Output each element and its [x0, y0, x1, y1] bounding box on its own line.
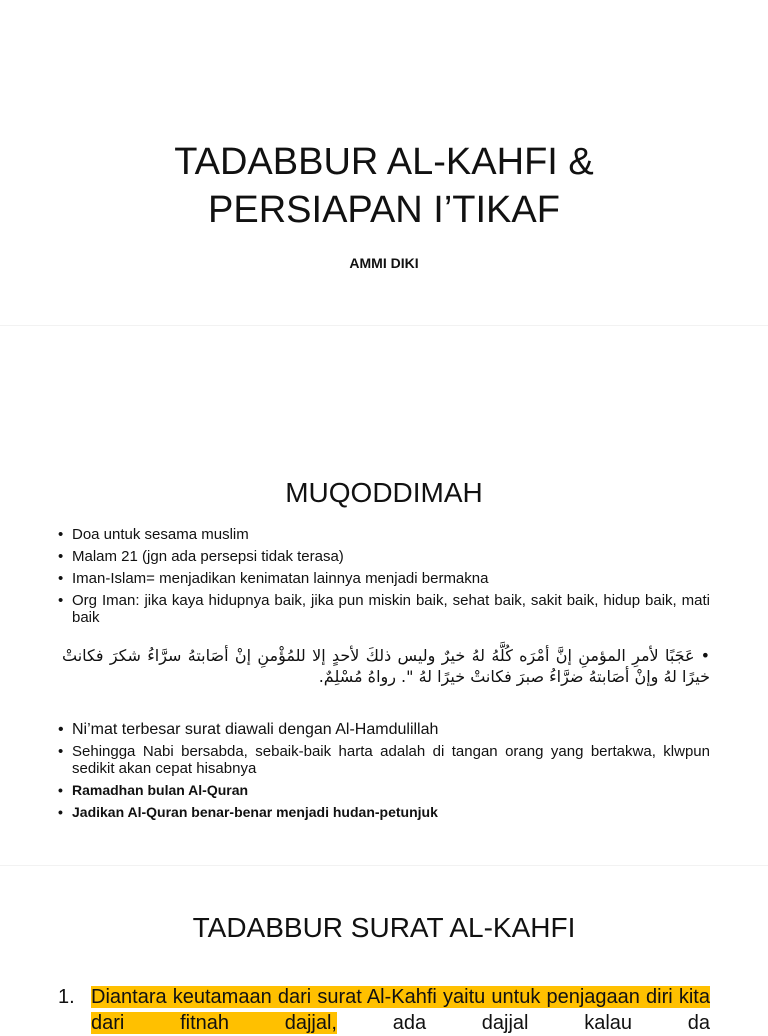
title-line-1: TADABBUR AL-KAHFI &: [174, 141, 594, 183]
tadabbur-title: TADABBUR SURAT AL-KAHFI: [192, 912, 576, 943]
item-text-rest: ada dajjal kalau da: [336, 1012, 710, 1034]
presenter-name: AMMI DIKI: [349, 255, 419, 271]
item-number: 1.: [58, 986, 75, 1008]
bullet-item: • Malam 21 (jgn ada persepsi tidak terasa): [58, 548, 710, 565]
hadith-bullet: [62, 645, 710, 687]
bullet-icon: •: [700, 646, 710, 665]
bullet-item: • Sehingga Nabi bersabda, sebaik-baik harta adalah di tangan orang yang bertakwa, klwpun sedikit akan cepat hisabnya: [58, 743, 710, 777]
highlighted-text: Diantara keutamaan dari surat Al-Kahfi yaitu untuk penjagaan diri kita dari fitnah dajjal,: [91, 986, 710, 1034]
slide-divider: [0, 865, 768, 866]
presentation-title: [0, 138, 768, 234]
muqoddimah-bullets: [58, 526, 710, 631]
hadith-text: عَجَبًا لأمرِ المؤمنِ إنَّ أمْرَه كُلَّهُ لهُ خيرٌ وليس ذلكَ لأحدٍ إلا للمُؤْمنِ إنْ أصَابتهُ سرَّاءُ شكرَ فكانتْ خيرًا لهُ وإنْ أصَابتهُ ضرَّاءُ صبرَ فكانتْ خيرًا لهُ ". رواهُ مُسْلِمٌ.: [62, 646, 710, 686]
bullet-item: • Ni’mat terbesar surat diawali dengan Al-Hamdulillah: [58, 721, 710, 738]
numbered-item: [58, 984, 710, 1036]
bullet-item: • Iman-Islam= menjadikan kenimatan lainnya menjadi bermakna: [58, 570, 710, 587]
muqoddimah-bullets-lower: [58, 721, 710, 826]
title-line-2: PERSIAPAN I’TIKAF: [208, 189, 560, 231]
bullet-item: • Ramadhan bulan Al-Quran: [58, 782, 710, 799]
slide-divider: [0, 325, 768, 326]
muqoddimah-title: MUQODDIMAH: [285, 477, 483, 508]
item-text: [91, 984, 710, 1036]
title-slide: [0, 0, 768, 320]
bullet-item: • Doa untuk sesama muslim: [58, 526, 710, 543]
bullet-item: • Org Iman: jika kaya hidupnya baik, jika pun miskin baik, sehat baik, sakit baik, hidup baik, mati baik: [58, 592, 710, 626]
bullet-item: • Jadikan Al-Quran benar-benar menjadi hudan-petunjuk: [58, 804, 710, 821]
